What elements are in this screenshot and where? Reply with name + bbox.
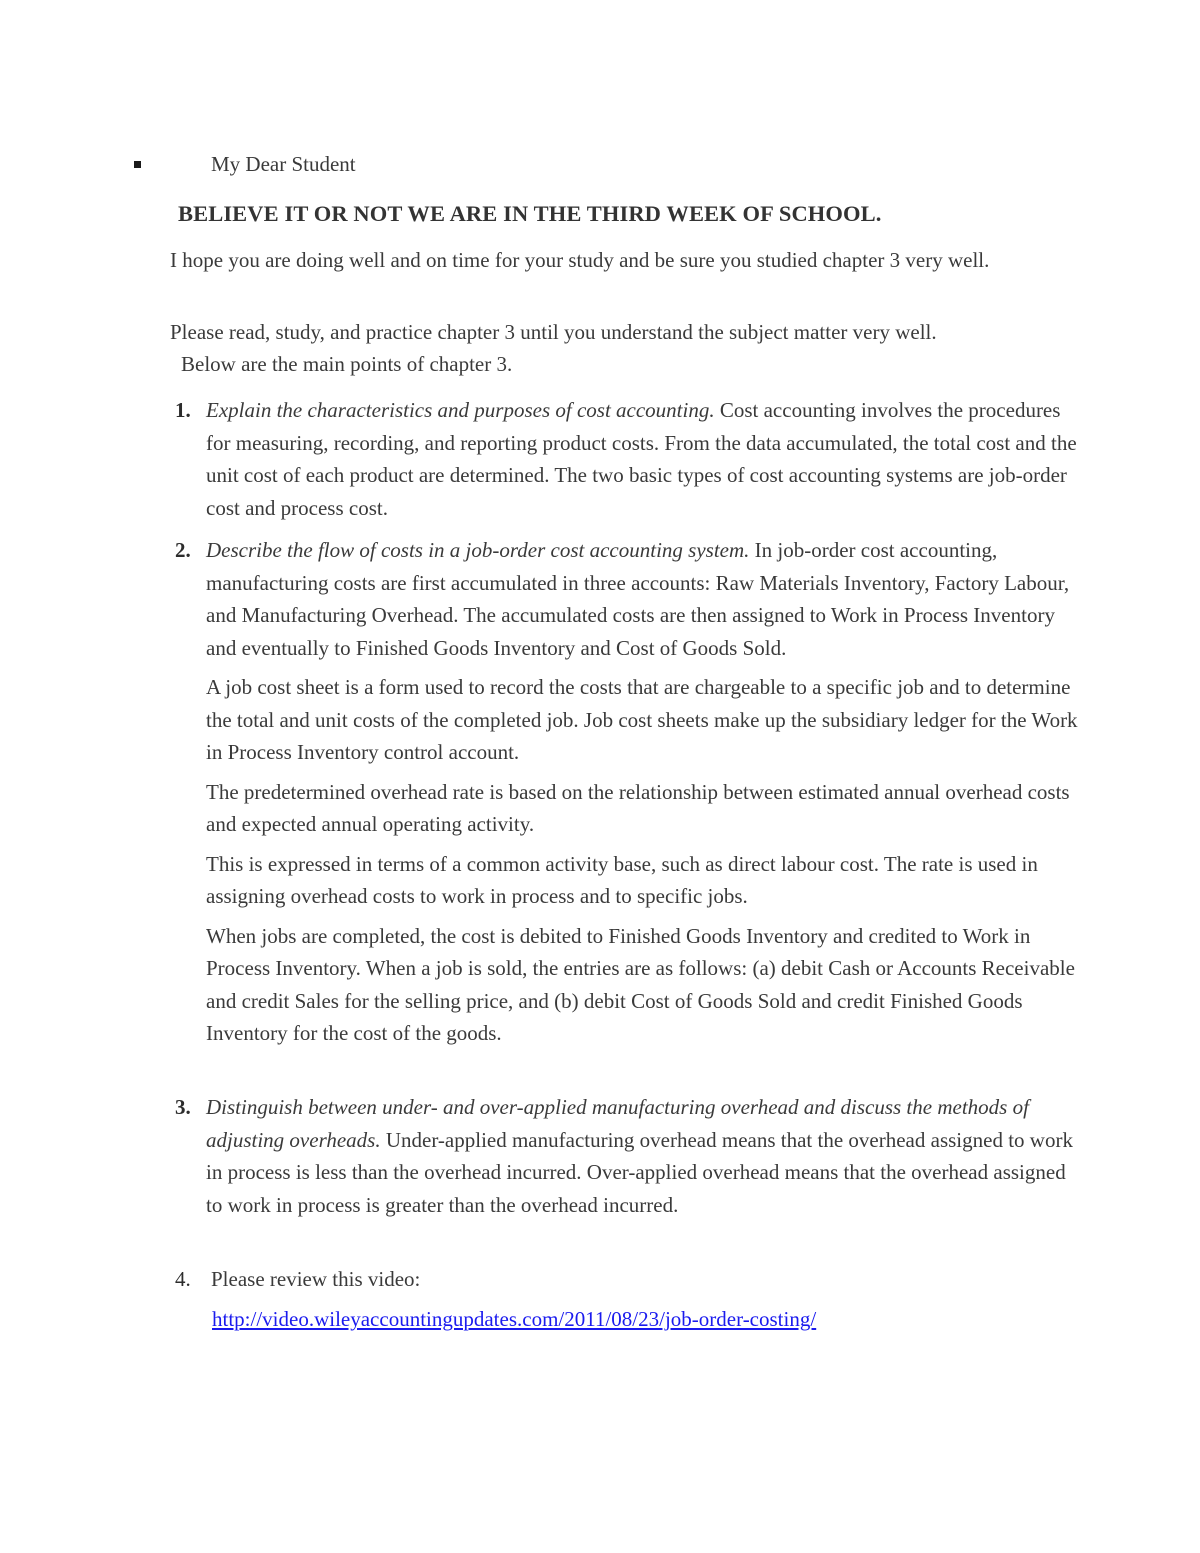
list-item-paragraph: When jobs are completed, the cost is debited to Finished Goods Inventory and credited to Work in Process Inventory. When a job is sold, the entries are as follows: (a) debit Cash or Accounts Receivable and credit Sales for the selling price, and (b) debit Cost of Goods Sold and credit Finished Goods Inventory for the cost of the goods. xyxy=(206,923,1075,1045)
list-item-paragraph: Distinguish between under- and over-applied manufacturing overhead and discuss the methods of adjusting overheads. Under-applied manufacturing overhead means that the overhead assigned to work in process is less than the overhead incurred. Over-applied overhead means that the overhead assigned to work in process is greater than the overhead incurred. xyxy=(206,1095,1073,1217)
list-item-lead: Describe the flow of costs in a job-order cost accounting system xyxy=(206,538,745,562)
list-item-lead: Distinguish between under- and over-applied manufacturing overhead and discuss the methods of adjusting overheads xyxy=(206,1095,1029,1152)
list-number: 3. xyxy=(175,1095,191,1119)
list-item-text: Please review this video: xyxy=(211,1267,421,1291)
list-number: 2. xyxy=(175,538,191,562)
list-item-body xyxy=(206,394,1081,531)
intro-paragraph: Below are the main points of chapter 3. xyxy=(181,352,513,376)
intro-paragraph: I hope you are doing well and on time for your study and be sure you studied chapter 3 very well. xyxy=(170,248,990,272)
list-item-body xyxy=(211,1263,1086,1303)
list-item-text: Cost accounting involves the procedures for measuring, recording, and reporting product costs. From the data accumulated, the total cost and the unit cost of each product are determined. The two basic types of cost accounting systems are job-order cost and process cost. xyxy=(206,398,1077,520)
list-item-body xyxy=(206,1091,1081,1228)
square-bullet-icon xyxy=(134,161,141,168)
list-number: 4. xyxy=(175,1267,191,1291)
list-item-paragraph: A job cost sheet is a form used to record the costs that are chargeable to a specific job and to determine the total and unit costs of the completed job. Job cost sheets make up the subsidiary ledger for the Work in Process Inventory control account. xyxy=(206,675,1078,764)
list-item-text: Under-applied manufacturing overhead means that the overhead assigned to work in process is less than the overhead incurred. Over-applied overhead means that the overhead assigned to work in process is greater than the overhead incurred. xyxy=(206,1127,1073,1217)
intro-paragraph: Please read, study, and practice chapter 3 until you understand the subject matter very well. xyxy=(170,320,937,344)
list-item-lead: Explain the characteristics and purposes of cost accounting xyxy=(206,398,710,422)
greeting-text: My Dear Student xyxy=(211,152,356,176)
list-item-paragraph: This is expressed in terms of a common activity base, such as direct labour cost. The rate is used in assigning overhead costs to work in process and to specific jobs. xyxy=(206,851,1038,908)
list-item-paragraph: The predetermined overhead rate is based on the relationship between estimated annual overhead costs and expected annual operating activity. xyxy=(206,779,1070,836)
video-link[interactable]: http://video.wileyaccountingupdates.com/2011/08/23/job-order-costing/ xyxy=(212,1307,817,1331)
list-item-paragraph: Describe the flow of costs in a job-order cost accounting system. In job-order cost accounting, manufacturing costs are first accumulated in three accounts: Raw Materials Inventory, Factory Labour, and Manufacturing Overhead. The accumulated costs are then assigned to Work in Process Inventory and eventually to Finished Goods Inventory and Cost of Goods Sold. xyxy=(206,538,1070,660)
page-headline: BELIEVE IT OR NOT WE ARE IN THE THIRD WEEK OF SCHOOL. xyxy=(178,201,882,226)
list-item-text: In job-order cost accounting, manufacturing costs are first accumulated in three accounts: Raw Materials Inventory, Factory Labour, and Manufacturing Overhead. The accumulated costs are then assigned to Work in Process Inventory and eventually to Finished Goods Inventory and Cost of Goods Sold. xyxy=(206,538,1070,660)
greeting-line xyxy=(134,148,734,180)
list-item-paragraph: Explain the characteristics and purposes of cost accounting. Cost accounting involves the procedures for measuring, recording, and reporting product costs. From the data accumulated, the total cost and the unit cost of each product are determined. The two basic types of cost accounting systems are job-order cost and process cost. xyxy=(206,398,1077,520)
list-number: 1. xyxy=(175,398,191,422)
list-item-body xyxy=(206,534,1081,1057)
